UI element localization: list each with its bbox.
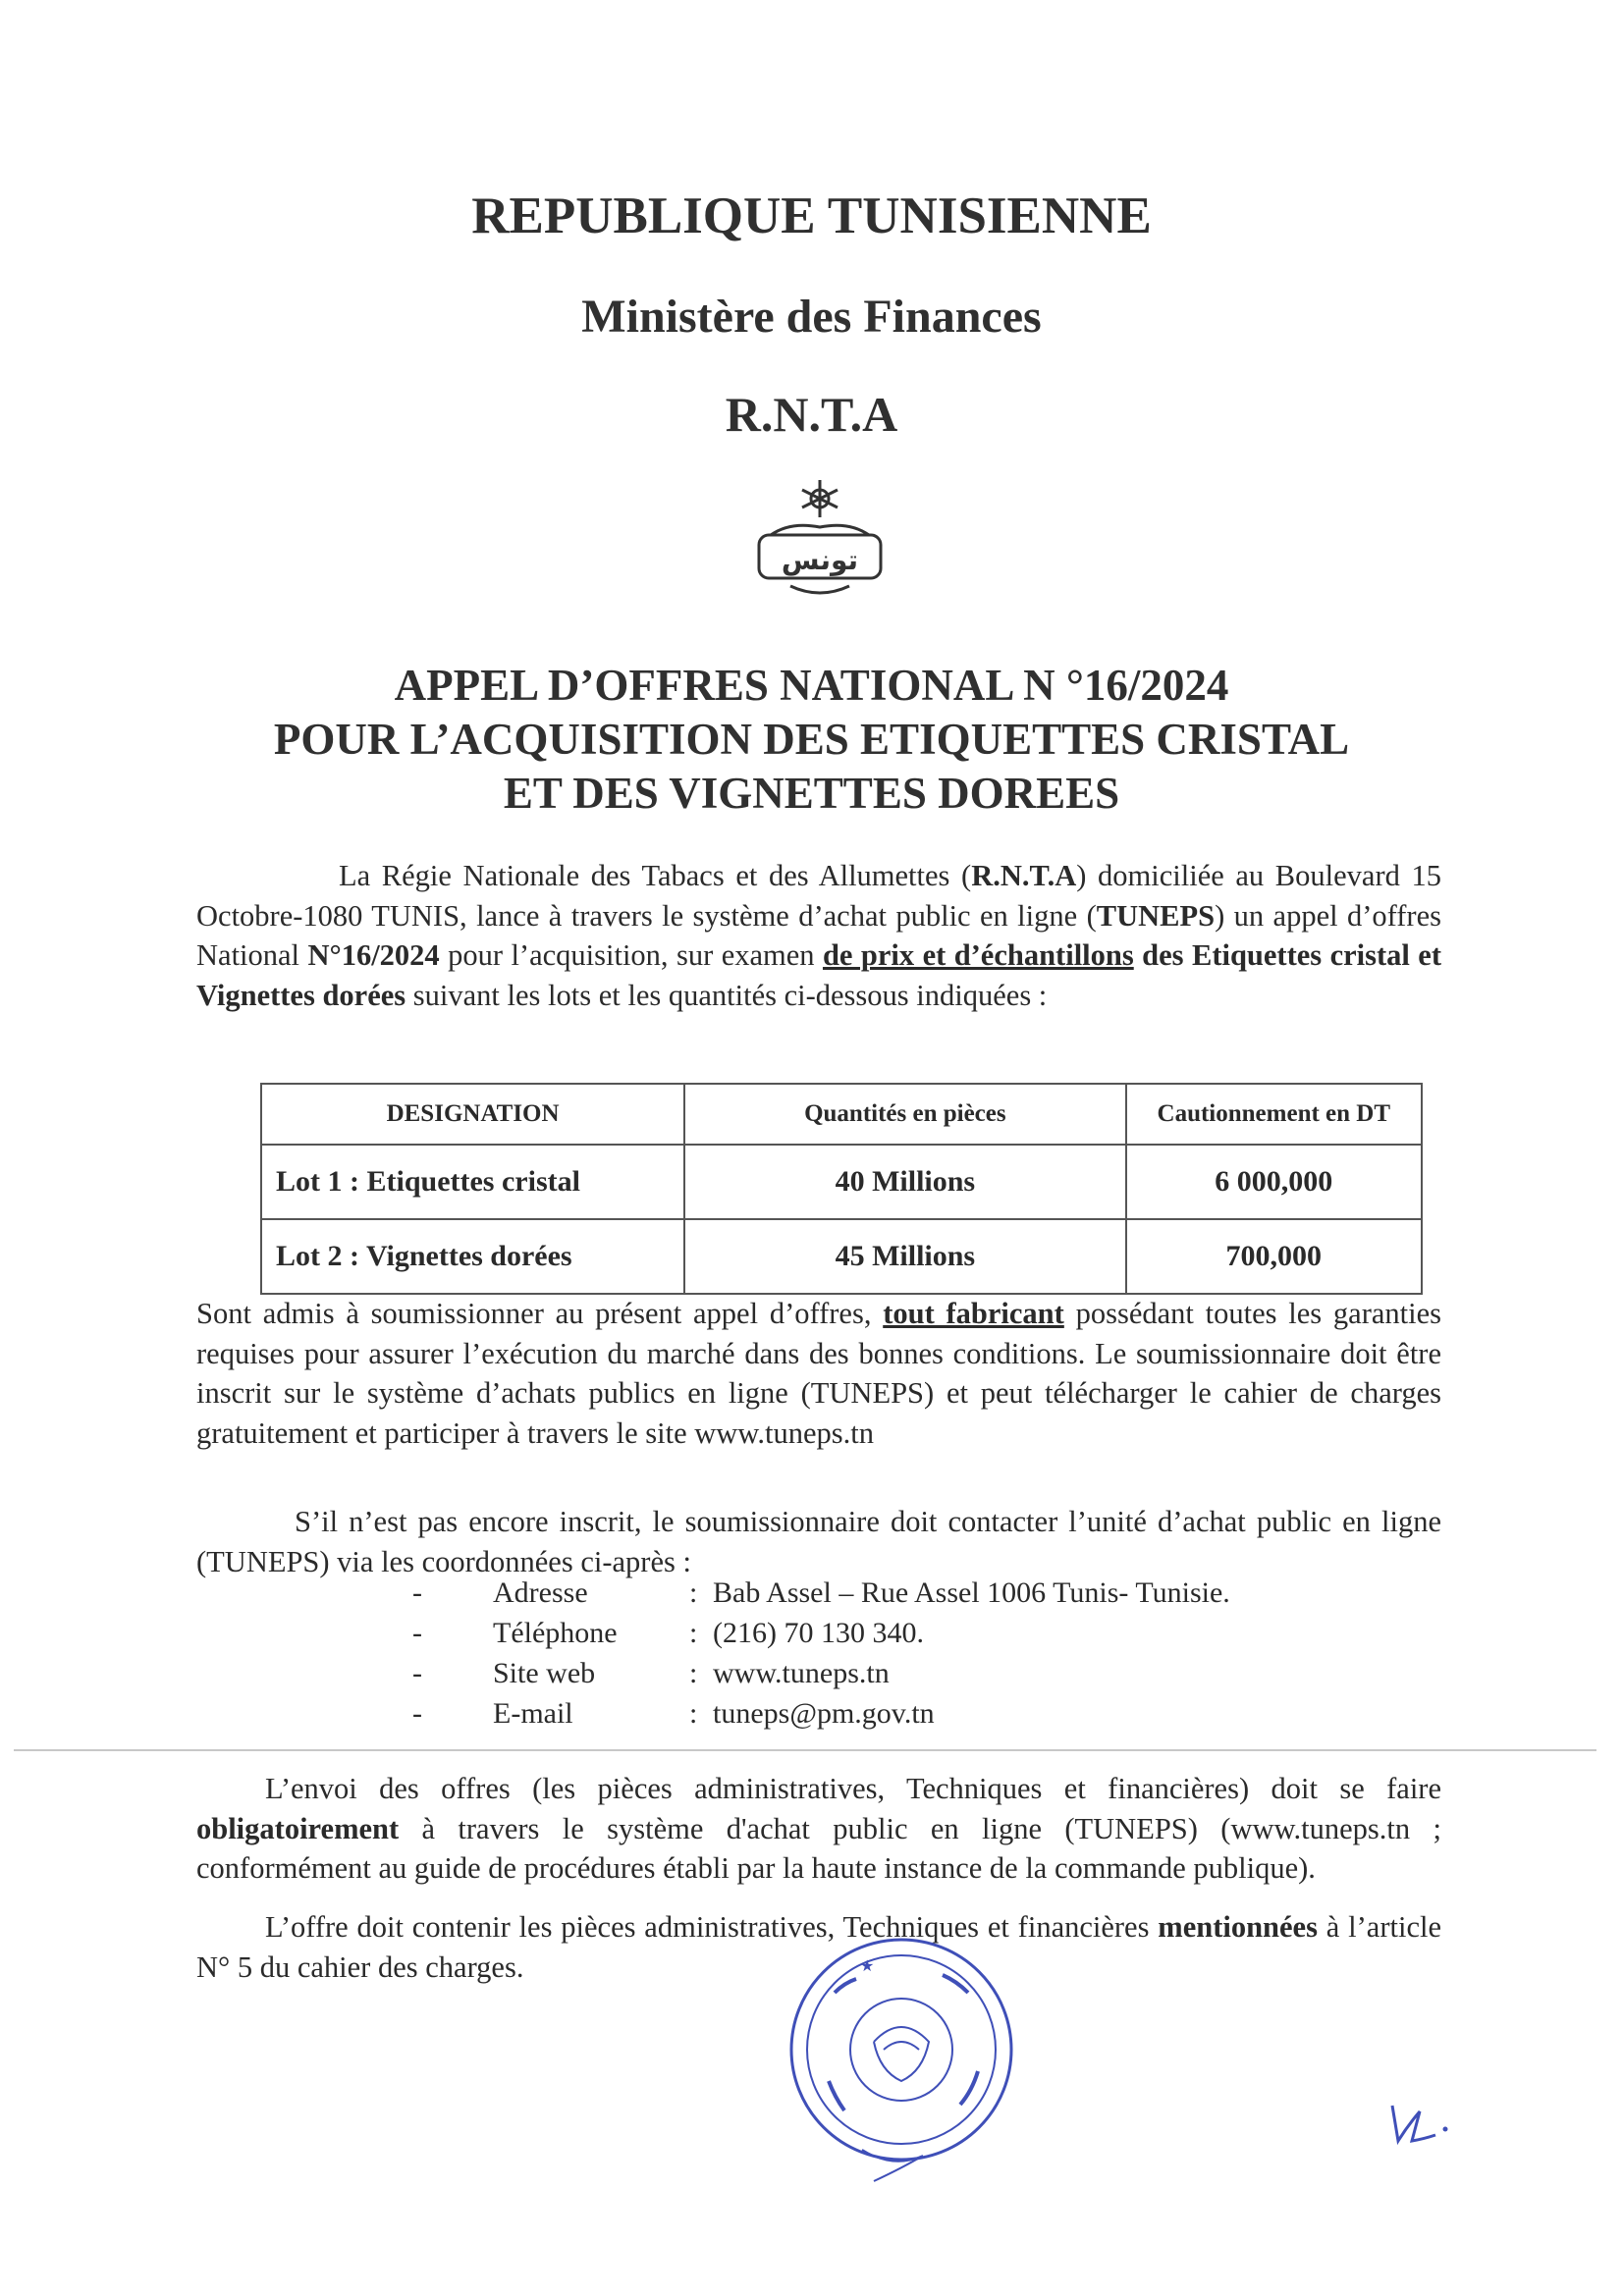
contact-phone: (216) 70 130 340. (713, 1617, 924, 1649)
tender-title-line-1: APPEL D’OFFRES NATIONAL N °16/2024 (394, 661, 1229, 710)
content-paragraph: L’offre doit contenir les pièces administratives, Techniques et financières mentionnées à l’article N° 5 du cahier des charges. (196, 1910, 1441, 1984)
table-cell: 700,000 (1126, 1219, 1422, 1294)
divider (14, 1749, 1596, 1751)
table-header-cell: Cautionnement en DT (1126, 1084, 1422, 1145)
lots-table (260, 1083, 1423, 1295)
registration-paragraph: S’il n’est pas encore inscrit, le soumissionnaire doit contacter l’unité d’achat public en ligne (TUNEPS) via les coordonnées ci-après : (196, 1505, 1441, 1578)
contact-email: tuneps@pm.gov.tn (713, 1697, 935, 1730)
contact-address: Bab Assel – Rue Assel 1006 Tunis- Tunisie. (713, 1576, 1230, 1609)
svg-text:★: ★ (860, 1956, 875, 1975)
table-header-cell: Quantités en pièces (684, 1084, 1125, 1145)
tender-title-line-2: POUR L’ACQUISITION DES ETIQUETTES CRISTAL (273, 715, 1350, 764)
table-header-cell: DESIGNATION (261, 1084, 684, 1145)
list-item: - Téléphone : (216) 70 130 340. (412, 1613, 1230, 1653)
logo-arabic-text: تونس (781, 544, 859, 576)
list-item: - E-mail : tuneps@pm.gov.tn (412, 1693, 1230, 1734)
tunisia-calligraphy-emblem-icon (731, 476, 908, 604)
table-cell: 6 000,000 (1126, 1145, 1422, 1219)
table-cell: Lot 1 : Etiquettes cristal (261, 1145, 684, 1219)
republic-heading: REPUBLIQUE TUNISIENNE (471, 187, 1152, 244)
table-header-row (261, 1084, 1422, 1145)
tender-title-line-3: ET DES VIGNETTES DOREES (503, 769, 1120, 818)
admission-paragraph: Sont admis à soumissionner au présent appel d’offres, tout fabricant possédant toutes les garanties requises pour assurer l’exécution du marché dans des bonnes conditions. Le soumissionnaire doit être inscrit sur le système d’achats publics en ligne (TUNEPS) et peut télécharger le cahier de charges gratuitement et participer à travers le site www.tuneps.tn (196, 1297, 1441, 1450)
table-cell: 45 Millions (684, 1219, 1125, 1294)
table-row (261, 1219, 1422, 1294)
list-item: - Adresse : Bab Assel – Rue Assel 1006 Tunis- Tunisie. (412, 1573, 1230, 1613)
handwritten-initials-icon (1384, 2096, 1453, 2150)
contact-website: www.tuneps.tn (713, 1657, 890, 1689)
table-cell: 40 Millions (684, 1145, 1125, 1219)
submission-paragraph: L’envoi des offres (les pièces administratives, Techniques et financières) doit se faire obligatoirement à travers le système d'achat public en ligne (TUNEPS) (www.tuneps.tn ; conformément au guide de procédures établi par la haute instance de la commande publique). (196, 1772, 1441, 1885)
list-item: - Site web : www.tuneps.tn (412, 1653, 1230, 1693)
organization-heading: R.N.T.A (725, 387, 898, 442)
table-cell: Lot 2 : Vignettes dorées (261, 1219, 684, 1294)
ministry-heading: Ministère des Finances (581, 291, 1042, 343)
table-row (261, 1145, 1422, 1219)
intro-paragraph: La Régie Nationale des Tabacs et des Allumettes (R.N.T.A) domiciliée au Boulevard 15 Octobre-1080 TUNIS, lance à travers le système d’achat public en ligne (TUNEPS) un appel d’offres National N°16/2024 pour l’acquisition, sur examen de prix et d’échantillons des Etiquettes cristal et Vignettes dorées suivant les lots et les quantités ci-dessous indiquées : (196, 859, 1441, 1012)
official-round-stamp-icon (776, 1924, 1031, 2189)
contact-list (412, 1573, 1230, 1734)
